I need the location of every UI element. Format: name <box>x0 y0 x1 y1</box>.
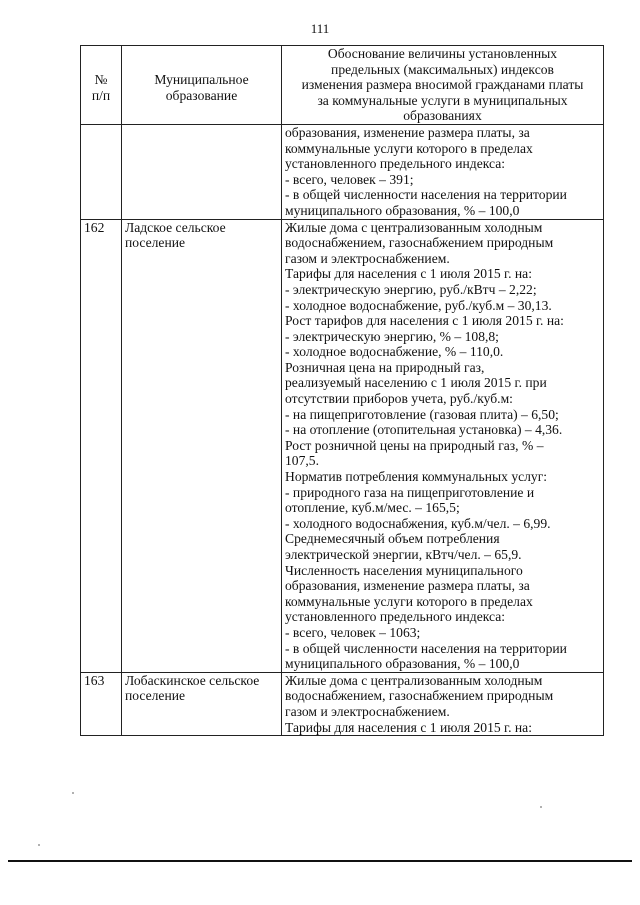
justification-line: - электрическую энергию, руб./кВтч – 2,22; <box>285 281 537 297</box>
header-justification-line: за коммунальные услуги в муниципальных <box>317 92 568 108</box>
justification-line: - на пищеприготовление (газовая плита) – 6,50; <box>285 406 559 422</box>
justification-line: газом и электроснабжением. <box>285 250 450 266</box>
header-number-line: № <box>94 72 108 87</box>
justification-line: - холодного водоснабжения, куб.м/чел. – 6,99. <box>285 515 551 531</box>
header-justification <box>282 46 604 125</box>
table-row <box>81 672 604 735</box>
justification-line: - в общей численности населения на территории <box>285 640 567 656</box>
scan-speck <box>38 844 40 846</box>
row-municipality <box>122 219 282 672</box>
justification-line: Жилые дома с централизованным холодным <box>285 672 543 688</box>
table-row <box>81 219 604 672</box>
justification-line: Рост розничной цены на природный газ, % – <box>285 437 544 453</box>
justification-line: - всего, человек – 391; <box>285 171 414 187</box>
justification-line: муниципального образования, % – 100,0 <box>285 202 520 218</box>
justification-line: установленного предельного индекса: <box>285 156 506 172</box>
municipality-line: поселение <box>125 235 186 251</box>
bottom-rule <box>8 860 632 862</box>
row-justification <box>282 672 604 735</box>
justification-line: Розничная цена на природный газ, <box>285 359 485 375</box>
justification-line: образования, изменение размера платы, за <box>285 124 530 140</box>
justification-line: - холодное водоснабжение, руб./куб.м – 30,13. <box>285 297 552 313</box>
municipality-line: Лобаскинское сельское <box>125 672 260 688</box>
justification-line: электрической энергии, кВтч/чел. – 65,9. <box>285 547 522 562</box>
table-header-row <box>81 46 604 125</box>
row-municipality <box>122 672 282 735</box>
justification-line: водоснабжением, газоснабжением природным <box>285 688 554 704</box>
justification-line: - природного газа на пищеприготовление и <box>285 484 535 500</box>
header-municipality <box>122 46 282 125</box>
row-municipality <box>122 124 282 219</box>
justification-line: - в общей численности населения на территории <box>285 187 567 203</box>
justification-line: Рост тарифов для населения с 1 июля 2015 г. на: <box>285 313 564 329</box>
justification-line: отопление, куб.м/мес. – 165,5; <box>285 500 460 516</box>
justification-line: установленного предельного индекса: <box>285 609 506 625</box>
justification-line: - электрическую энергию, % – 108,8; <box>285 328 499 344</box>
row-number <box>81 124 122 219</box>
justification-line: отсутствии приборов учета, руб./куб.м: <box>285 391 513 407</box>
justification-line: газом и электроснабжением. <box>285 703 450 719</box>
row-number: 162 <box>81 219 122 672</box>
justification-line: Численность населения муниципального <box>285 562 523 578</box>
row-justification <box>282 219 604 672</box>
justification-line: - холодное водоснабжение, % – 110,0. <box>285 344 504 360</box>
justification-line: водоснабжением, газоснабжением природным <box>285 235 554 251</box>
justification-line: Норматив потребления коммунальных услуг: <box>285 469 548 485</box>
table-row <box>81 124 604 219</box>
header-municipality-line: образование <box>165 87 238 103</box>
page-number: 111 <box>310 21 330 36</box>
justification-line: коммунальные услуги которого в пределах <box>285 593 533 609</box>
scan-speck <box>540 806 542 808</box>
header-justification-line: образованиях <box>403 108 482 124</box>
tariff-justification-table <box>80 45 604 736</box>
header-municipality-line: Муниципальное <box>154 72 249 87</box>
justification-line: образования, изменение размера платы, за <box>285 578 530 594</box>
header-justification-line: предельных (максимальных) индексов <box>331 61 554 77</box>
justification-line: Среднемесячный объем потребления <box>285 531 500 547</box>
justification-line: коммунальные услуги которого в пределах <box>285 140 533 156</box>
justification-line: муниципального образования, % – 100,0 <box>285 656 520 672</box>
justification-line: - на отопление (отопительная установка) – 4,36. <box>285 422 563 438</box>
row-justification <box>282 124 604 219</box>
municipality-line: поселение <box>125 688 186 704</box>
justification-line: 107,5. <box>285 453 319 469</box>
justification-line: Тарифы для населения с 1 июля 2015 г. на: <box>285 719 532 735</box>
justification-line: Жилые дома с централизованным холодным <box>285 219 543 235</box>
row-number: 163 <box>81 672 122 735</box>
header-justification-line: Обоснование величины установленных <box>327 46 558 61</box>
header-justification-line: изменения размера вносимой гражданами платы <box>301 77 584 93</box>
justification-line: Тарифы для населения с 1 июля 2015 г. на: <box>285 266 532 282</box>
municipality-line: Ладское сельское <box>125 219 226 235</box>
header-number-line: п/п <box>91 87 111 103</box>
justification-line: реализуемый населению с 1 июля 2015 г. при <box>285 375 547 391</box>
header-number <box>81 46 122 125</box>
scan-speck <box>72 792 74 794</box>
justification-line: - всего, человек – 1063; <box>285 624 421 640</box>
